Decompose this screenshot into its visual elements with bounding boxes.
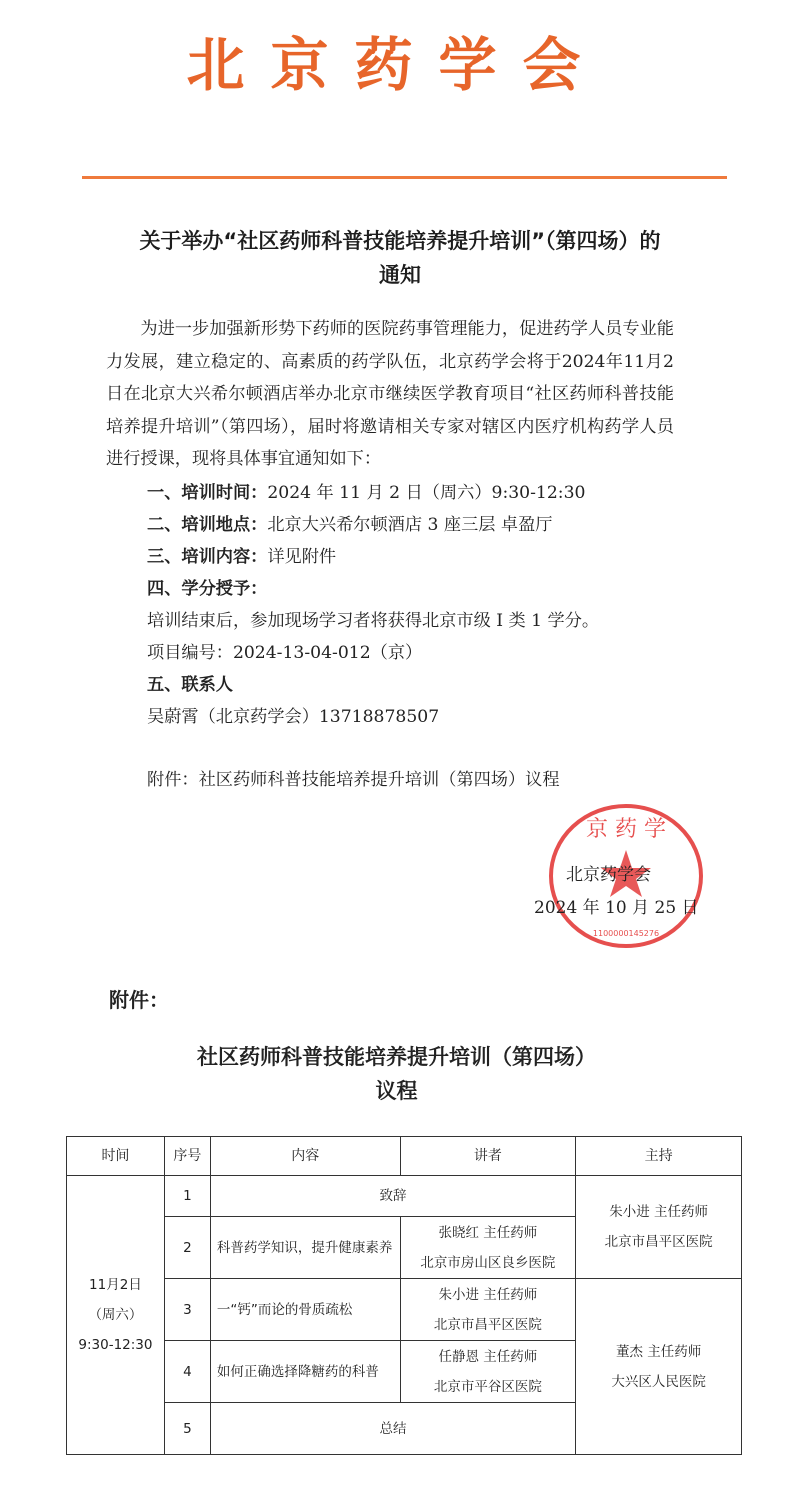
- credit-text: 培训结束后，参加现场学习者将获得北京市级 I 类 1 学分。: [147, 611, 600, 631]
- notice-title-line1: 关于举办“社区药师科普技能培养提升培训”（第四场）的: [139, 229, 661, 253]
- item-value: 详见附件: [267, 547, 337, 567]
- item-credit: [147, 573, 267, 605]
- item-value: 2024 年 11 月 2 日（周六）9:30-12:30: [267, 483, 586, 503]
- item-label: 四、学分授予：: [147, 579, 268, 599]
- seal-code: 1100000145276: [592, 929, 660, 938]
- notice-title: [100, 224, 700, 292]
- header-host: 主持: [576, 1137, 742, 1176]
- agenda-table: [66, 1136, 742, 1455]
- item-training-content: [147, 541, 336, 573]
- row-no: 4: [164, 1341, 210, 1403]
- item-training-location: [147, 509, 552, 541]
- notice-body-paragraph: 为进一步加强新形势下药师的医院药事管理能力，促进药学人员专业能力发展，建立稳定的、高素质的药学队伍，北京药学会将于2024年11月2日在北京大兴希尔顿酒店举办北京市继续医学教育项目“社区药师科普技能培养提升培训”（第四场），届时将邀请相关专家对辖区内医疗机构药学人员进行授课，现将具体事宜通知如下：: [106, 319, 674, 469]
- row-content: 致辞: [210, 1176, 575, 1217]
- agenda-title: [0, 1040, 793, 1108]
- row-speaker: 朱小进 主任药师 北京市昌平区医院: [400, 1279, 576, 1341]
- row-content: 总结: [210, 1403, 575, 1455]
- item-label: 二、培训地点：: [147, 515, 268, 535]
- contact-label: 五、联系人: [147, 675, 233, 695]
- contact-value: 吴蔚霄（北京药学会）13718878507: [147, 707, 440, 727]
- item-value: 北京大兴希尔顿酒店 3 座三层 卓盈厅: [267, 515, 553, 535]
- row-speaker: 任静恩 主任药师 北京市平谷区医院: [400, 1341, 576, 1403]
- attachment-label: 附件：: [109, 988, 169, 1012]
- item-training-time: [147, 477, 585, 509]
- letterhead-rule: [82, 176, 727, 179]
- header-no: 序号: [164, 1137, 210, 1176]
- table-row: [67, 1279, 742, 1341]
- host-cell: 董杰 主任药师 大兴区人民医院: [576, 1279, 742, 1455]
- item-label: 一、培训时间：: [147, 483, 268, 503]
- row-no: 3: [164, 1279, 210, 1341]
- agenda-title-line1: 社区药师科普技能培养提升培训（第四场）: [197, 1045, 596, 1069]
- table-header-row: [67, 1137, 742, 1176]
- header-time: 时间: [67, 1137, 165, 1176]
- signature-org: 北京药学会: [566, 865, 651, 885]
- attachment-note: 附件：社区药师科普技能培养提升培训（第四场）议程: [147, 770, 560, 790]
- header-content: 内容: [210, 1137, 400, 1176]
- row-content: 如何正确选择降糖药的科普: [210, 1341, 400, 1403]
- item-label: 三、培训内容：: [147, 547, 268, 567]
- header-speaker: 讲者: [400, 1137, 576, 1176]
- table-row: [67, 1176, 742, 1217]
- row-no: 1: [164, 1176, 210, 1217]
- seal-top-text: 京 药 学: [586, 817, 666, 842]
- row-content: 科普药学知识，提升健康素养: [210, 1217, 400, 1279]
- row-content: 一“钙”而论的骨质疏松: [210, 1279, 400, 1341]
- letterhead-org-name: 北京药学会: [186, 31, 607, 99]
- time-cell: 11月2日 （周六） 9:30-12:30: [67, 1176, 165, 1455]
- project-number: 项目编号：2024-13-04-012（京）: [147, 643, 423, 663]
- signature-date: 2024 年 10 月 25 日: [534, 898, 699, 918]
- notice-body: [106, 313, 674, 476]
- notice-title-line2: 通知: [379, 263, 421, 287]
- agenda-title-line2: 议程: [375, 1079, 418, 1103]
- host-cell: 朱小进 主任药师 北京市昌平区医院: [576, 1176, 742, 1279]
- row-no: 5: [164, 1403, 210, 1455]
- row-no: 2: [164, 1217, 210, 1279]
- row-speaker: 张晓红 主任药师 北京市房山区良乡医院: [400, 1217, 576, 1279]
